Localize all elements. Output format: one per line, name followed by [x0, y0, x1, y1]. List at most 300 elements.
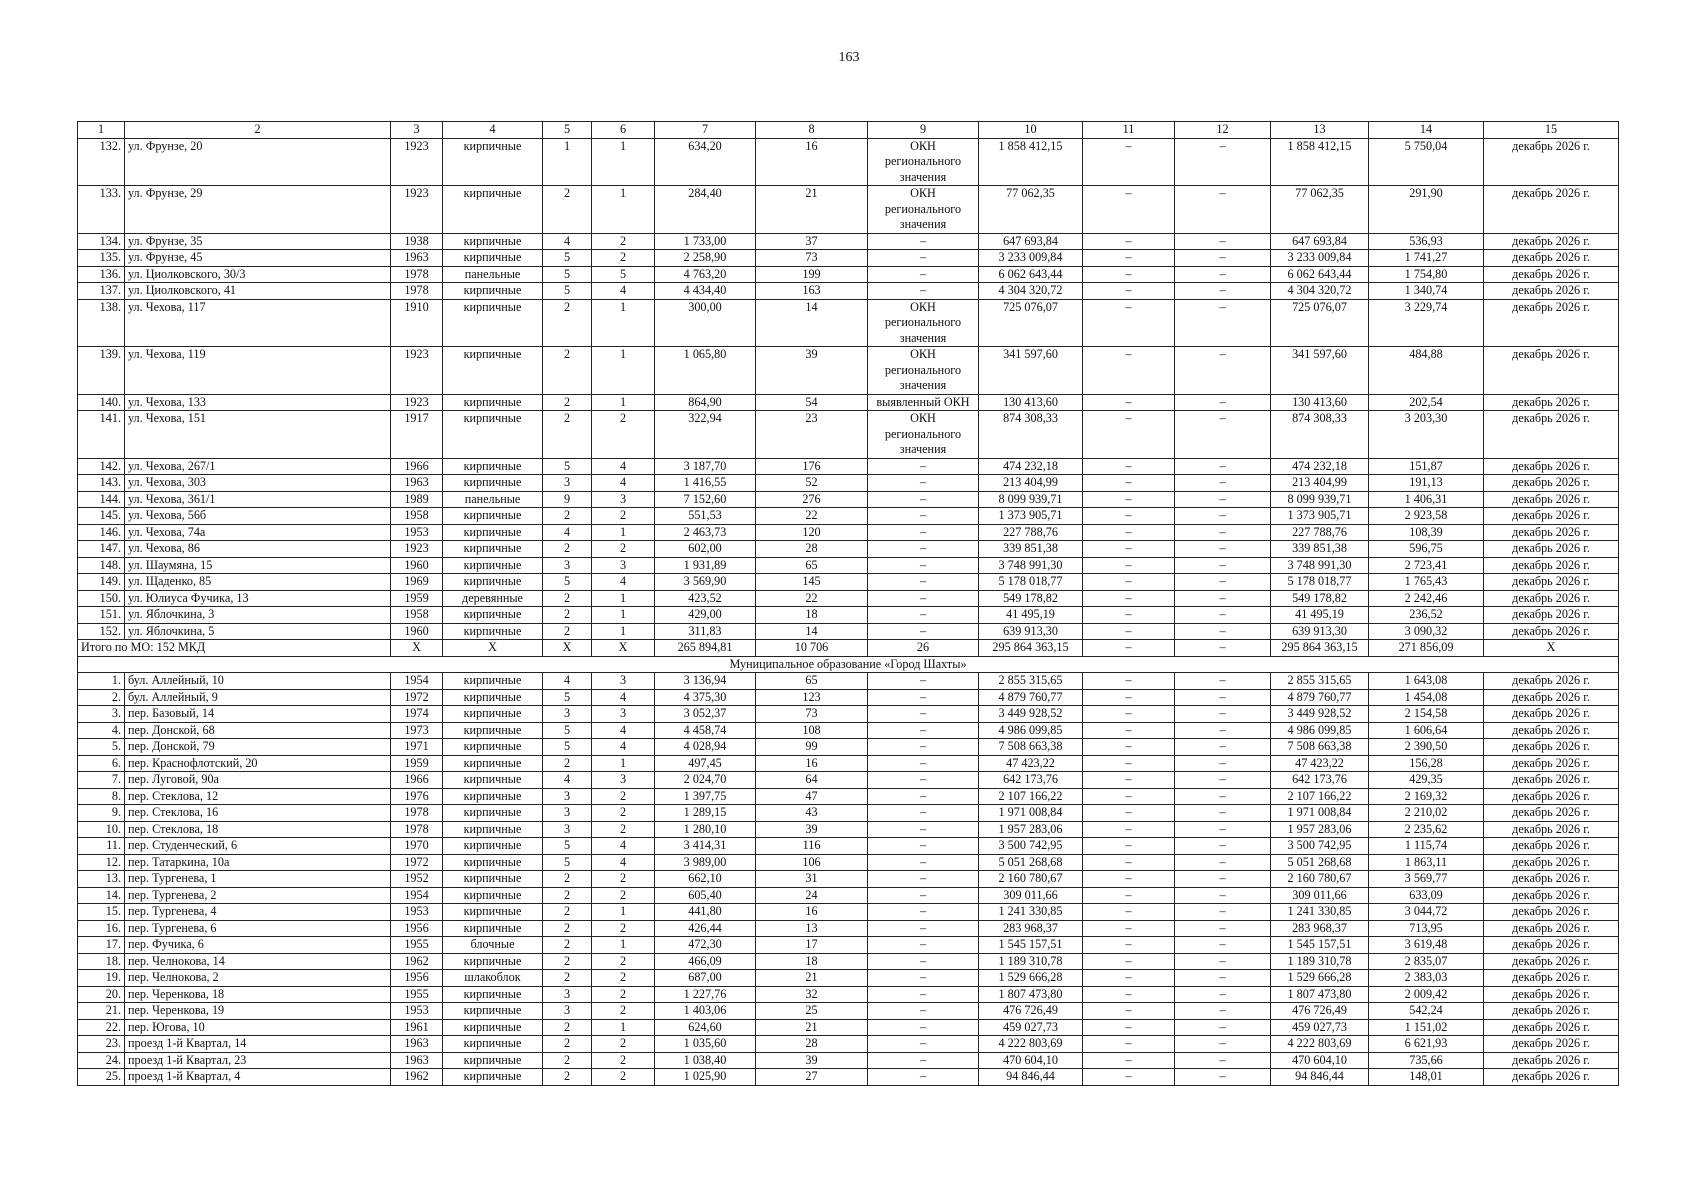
table-row: [78, 623, 1619, 640]
col-13: 130 413,60: [1271, 394, 1369, 411]
wall-material: кирпичные: [443, 1019, 543, 1036]
heritage-status: –: [868, 541, 979, 558]
col-13: 3 748 991,30: [1271, 557, 1369, 574]
heritage-status: –: [868, 508, 979, 525]
table-row: [78, 1052, 1619, 1069]
residents: 37: [756, 233, 868, 250]
residents: 116: [756, 838, 868, 855]
col-13: 1 545 157,51: [1271, 937, 1369, 954]
address: пер. Стеклова, 18: [125, 821, 391, 838]
col-12: –: [1175, 250, 1271, 267]
row-number: 143.: [78, 475, 125, 492]
residents: 24: [756, 887, 868, 904]
address: ул. Чехова, 303: [125, 475, 391, 492]
area: 426,44: [655, 920, 756, 937]
row-number: 9.: [78, 805, 125, 822]
col-13: 2 160 780,67: [1271, 871, 1369, 888]
cost-per-sqm: 2 210,02: [1369, 805, 1484, 822]
row-number: 16.: [78, 920, 125, 937]
heritage-status: –: [868, 1019, 979, 1036]
entrances: 4: [592, 689, 655, 706]
table-row: [78, 347, 1619, 395]
cost-per-sqm: 2 923,58: [1369, 508, 1484, 525]
area: 4 763,20: [655, 266, 756, 283]
total-cost: 5 178 018,77: [979, 574, 1083, 591]
column-number: 11: [1083, 122, 1175, 139]
floors: 2: [543, 1036, 592, 1053]
floors: 3: [543, 805, 592, 822]
col-12: –: [1175, 854, 1271, 871]
col-13: 1 529 666,28: [1271, 970, 1369, 987]
address: пер. Тургенева, 1: [125, 871, 391, 888]
row-number: 133.: [78, 186, 125, 234]
total-cost: 725 076,07: [979, 299, 1083, 347]
cost-per-sqm: 1 741,27: [1369, 250, 1484, 267]
col-11: –: [1083, 186, 1175, 234]
col-13: 3 449 928,52: [1271, 706, 1369, 723]
floors: 5: [543, 266, 592, 283]
wall-material: кирпичные: [443, 986, 543, 1003]
total-cost: 459 027,73: [979, 1019, 1083, 1036]
address: ул. Фрунзе, 45: [125, 250, 391, 267]
cost-per-sqm: 108,39: [1369, 524, 1484, 541]
total-value: –: [1175, 640, 1271, 657]
wall-material: кирпичные: [443, 250, 543, 267]
row-number: 144.: [78, 491, 125, 508]
area: 466,09: [655, 953, 756, 970]
floors: 5: [543, 458, 592, 475]
col-12: –: [1175, 623, 1271, 640]
area: 497,45: [655, 755, 756, 772]
floors: 4: [543, 772, 592, 789]
cost-per-sqm: 2 009,42: [1369, 986, 1484, 1003]
year: 1989: [391, 491, 443, 508]
floors: 4: [543, 233, 592, 250]
residents: 16: [756, 904, 868, 921]
entrances: 3: [592, 491, 655, 508]
col-12: –: [1175, 233, 1271, 250]
cost-per-sqm: 3 090,32: [1369, 623, 1484, 640]
col-13: 77 062,35: [1271, 186, 1369, 234]
total-cost: 1 858 412,15: [979, 138, 1083, 186]
address: пер. Черенкова, 18: [125, 986, 391, 1003]
entrances: 2: [592, 920, 655, 937]
heritage-status: –: [868, 920, 979, 937]
wall-material: кирпичные: [443, 722, 543, 739]
residents: 106: [756, 854, 868, 871]
address: пер. Тургенева, 6: [125, 920, 391, 937]
col-11: –: [1083, 283, 1175, 300]
col-11: –: [1083, 689, 1175, 706]
heritage-status: –: [868, 607, 979, 624]
year: 1923: [391, 394, 443, 411]
col-11: –: [1083, 673, 1175, 690]
row-number: 145.: [78, 508, 125, 525]
year: 1958: [391, 607, 443, 624]
row-number: 135.: [78, 250, 125, 267]
row-number: 6.: [78, 755, 125, 772]
col-12: –: [1175, 986, 1271, 1003]
col-13: 725 076,07: [1271, 299, 1369, 347]
col-11: –: [1083, 1003, 1175, 1020]
floors: 2: [543, 1069, 592, 1086]
table-row: [78, 986, 1619, 1003]
table-row: [78, 475, 1619, 492]
deadline: декабрь 2026 г.: [1484, 1052, 1619, 1069]
total-cost: 3 500 742,95: [979, 838, 1083, 855]
wall-material: деревянные: [443, 590, 543, 607]
address: ул. Циолковского, 41: [125, 283, 391, 300]
deadline: декабрь 2026 г.: [1484, 673, 1619, 690]
row-number: 137.: [78, 283, 125, 300]
total-cost: 3 748 991,30: [979, 557, 1083, 574]
col-13: 5 051 268,68: [1271, 854, 1369, 871]
heritage-status: –: [868, 1069, 979, 1086]
col-12: –: [1175, 871, 1271, 888]
floors: 2: [543, 411, 592, 459]
col-11: –: [1083, 233, 1175, 250]
residents: 108: [756, 722, 868, 739]
area: 1 397,75: [655, 788, 756, 805]
floors: 2: [543, 904, 592, 921]
area: 1 280,10: [655, 821, 756, 838]
col-12: –: [1175, 394, 1271, 411]
col-11: –: [1083, 970, 1175, 987]
col-12: –: [1175, 970, 1271, 987]
total-cost: 474 232,18: [979, 458, 1083, 475]
entrances: 4: [592, 475, 655, 492]
residents: 39: [756, 821, 868, 838]
floors: 5: [543, 689, 592, 706]
year: 1978: [391, 805, 443, 822]
total-value: 265 894,81: [655, 640, 756, 657]
floors: 5: [543, 250, 592, 267]
table-row: [78, 1036, 1619, 1053]
cost-per-sqm: 3 569,77: [1369, 871, 1484, 888]
total-row: [78, 640, 1619, 657]
table-row: [78, 706, 1619, 723]
col-13: 283 968,37: [1271, 920, 1369, 937]
row-number: 150.: [78, 590, 125, 607]
residents: 21: [756, 970, 868, 987]
total-cost: 1 971 008,84: [979, 805, 1083, 822]
deadline: декабрь 2026 г.: [1484, 574, 1619, 591]
col-12: –: [1175, 557, 1271, 574]
area: 3 414,31: [655, 838, 756, 855]
entrances: 1: [592, 904, 655, 921]
entrances: 2: [592, 970, 655, 987]
cost-per-sqm: 236,52: [1369, 607, 1484, 624]
total-cost: 476 726,49: [979, 1003, 1083, 1020]
col-13: 213 404,99: [1271, 475, 1369, 492]
row-number: 149.: [78, 574, 125, 591]
total-cost: 4 304 320,72: [979, 283, 1083, 300]
deadline: декабрь 2026 г.: [1484, 394, 1619, 411]
entrances: 2: [592, 953, 655, 970]
col-12: –: [1175, 508, 1271, 525]
column-numbers-row: [78, 122, 1619, 139]
row-number: 19.: [78, 970, 125, 987]
total-cost: 1 529 666,28: [979, 970, 1083, 987]
col-11: –: [1083, 739, 1175, 756]
deadline: декабрь 2026 г.: [1484, 788, 1619, 805]
heritage-status: –: [868, 283, 979, 300]
col-13: 309 011,66: [1271, 887, 1369, 904]
row-number: 25.: [78, 1069, 125, 1086]
address: ул. Чехова, 361/1: [125, 491, 391, 508]
area: 4 458,74: [655, 722, 756, 739]
area: 1 403,06: [655, 1003, 756, 1020]
table-row: [78, 590, 1619, 607]
floors: 2: [543, 1019, 592, 1036]
residents: 73: [756, 250, 868, 267]
area: 429,00: [655, 607, 756, 624]
cost-per-sqm: 291,90: [1369, 186, 1484, 234]
entrances: 2: [592, 411, 655, 459]
col-11: –: [1083, 475, 1175, 492]
table-row: [78, 854, 1619, 871]
col-12: –: [1175, 1019, 1271, 1036]
table-row: [78, 722, 1619, 739]
column-number: 3: [391, 122, 443, 139]
table-row: [78, 411, 1619, 459]
entrances: 4: [592, 283, 655, 300]
col-12: –: [1175, 937, 1271, 954]
floors: 2: [543, 508, 592, 525]
wall-material: кирпичные: [443, 788, 543, 805]
heritage-status: –: [868, 574, 979, 591]
row-number: 147.: [78, 541, 125, 558]
section-title: Муниципальное образование «Город Шахты»: [78, 656, 1619, 673]
col-11: –: [1083, 953, 1175, 970]
heritage-status: –: [868, 458, 979, 475]
address: пер. Базовый, 14: [125, 706, 391, 723]
col-13: 1 241 330,85: [1271, 904, 1369, 921]
col-13: 2 855 315,65: [1271, 673, 1369, 690]
residents: 22: [756, 508, 868, 525]
cost-per-sqm: 1 863,11: [1369, 854, 1484, 871]
area: 4 434,40: [655, 283, 756, 300]
col-13: 476 726,49: [1271, 1003, 1369, 1020]
total-cost: 1 241 330,85: [979, 904, 1083, 921]
address: пер. Студенческий, 6: [125, 838, 391, 855]
floors: 2: [543, 590, 592, 607]
deadline: декабрь 2026 г.: [1484, 722, 1619, 739]
table-row: [78, 755, 1619, 772]
col-11: –: [1083, 574, 1175, 591]
address: пер. Стеклова, 16: [125, 805, 391, 822]
col-13: 1 971 008,84: [1271, 805, 1369, 822]
col-12: –: [1175, 838, 1271, 855]
heritage-status: ОКН регионального значения: [868, 347, 979, 395]
wall-material: кирпичные: [443, 1069, 543, 1086]
floors: 2: [543, 607, 592, 624]
wall-material: кирпичные: [443, 458, 543, 475]
residents: 21: [756, 1019, 868, 1036]
floors: 3: [543, 788, 592, 805]
cost-per-sqm: 3 203,30: [1369, 411, 1484, 459]
heritage-status: –: [868, 1003, 979, 1020]
table-row: [78, 524, 1619, 541]
row-number: 17.: [78, 937, 125, 954]
address: бул. Аллейный, 9: [125, 689, 391, 706]
total-cost: 227 788,76: [979, 524, 1083, 541]
column-number: 9: [868, 122, 979, 139]
heritage-status: –: [868, 491, 979, 508]
row-number: 3.: [78, 706, 125, 723]
cost-per-sqm: 1 340,74: [1369, 283, 1484, 300]
table-row: [78, 283, 1619, 300]
cost-per-sqm: 1 765,43: [1369, 574, 1484, 591]
cost-per-sqm: 156,28: [1369, 755, 1484, 772]
col-11: –: [1083, 266, 1175, 283]
deadline: декабрь 2026 г.: [1484, 607, 1619, 624]
total-cost: 47 423,22: [979, 755, 1083, 772]
total-value: X: [543, 640, 592, 657]
entrances: 2: [592, 871, 655, 888]
wall-material: кирпичные: [443, 1036, 543, 1053]
year: 1952: [391, 871, 443, 888]
total-cost: 130 413,60: [979, 394, 1083, 411]
cost-per-sqm: 2 390,50: [1369, 739, 1484, 756]
col-12: –: [1175, 411, 1271, 459]
column-number: 14: [1369, 122, 1484, 139]
heritage-status: –: [868, 739, 979, 756]
col-13: 1 957 283,06: [1271, 821, 1369, 838]
address: ул. Фрунзе, 29: [125, 186, 391, 234]
residents: 16: [756, 755, 868, 772]
deadline: декабрь 2026 г.: [1484, 138, 1619, 186]
col-11: –: [1083, 788, 1175, 805]
table-row: [78, 607, 1619, 624]
col-13: 5 178 018,77: [1271, 574, 1369, 591]
heritage-status: –: [868, 887, 979, 904]
col-12: –: [1175, 722, 1271, 739]
column-number: 12: [1175, 122, 1271, 139]
cost-per-sqm: 6 621,93: [1369, 1036, 1484, 1053]
entrances: 4: [592, 739, 655, 756]
entrances: 2: [592, 821, 655, 838]
row-number: 140.: [78, 394, 125, 411]
area: 4 028,94: [655, 739, 756, 756]
area: 472,30: [655, 937, 756, 954]
address: пер. Югова, 10: [125, 1019, 391, 1036]
wall-material: кирпичные: [443, 772, 543, 789]
entrances: 3: [592, 706, 655, 723]
deadline: декабрь 2026 г.: [1484, 1069, 1619, 1086]
address: ул. Фрунзе, 35: [125, 233, 391, 250]
col-11: –: [1083, 706, 1175, 723]
residents: 65: [756, 557, 868, 574]
table-row: [78, 871, 1619, 888]
wall-material: кирпичные: [443, 233, 543, 250]
address: проезд 1-й Квартал, 14: [125, 1036, 391, 1053]
address: ул. Яблочкина, 3: [125, 607, 391, 624]
wall-material: кирпичные: [443, 805, 543, 822]
deadline: декабрь 2026 г.: [1484, 590, 1619, 607]
area: 1 227,76: [655, 986, 756, 1003]
address: пер. Татаркина, 10а: [125, 854, 391, 871]
col-11: –: [1083, 524, 1175, 541]
col-11: –: [1083, 805, 1175, 822]
cost-per-sqm: 1 454,08: [1369, 689, 1484, 706]
area: 311,83: [655, 623, 756, 640]
deadline: декабрь 2026 г.: [1484, 1003, 1619, 1020]
deadline: декабрь 2026 г.: [1484, 706, 1619, 723]
column-number: 10: [979, 122, 1083, 139]
col-11: –: [1083, 458, 1175, 475]
wall-material: кирпичные: [443, 871, 543, 888]
cost-per-sqm: 1 754,80: [1369, 266, 1484, 283]
floors: 5: [543, 838, 592, 855]
residents: 64: [756, 772, 868, 789]
col-11: –: [1083, 1019, 1175, 1036]
deadline: декабрь 2026 г.: [1484, 541, 1619, 558]
deadline: декабрь 2026 г.: [1484, 524, 1619, 541]
row-number: 24.: [78, 1052, 125, 1069]
year: 1963: [391, 475, 443, 492]
area: 1 416,55: [655, 475, 756, 492]
year: 1966: [391, 458, 443, 475]
col-12: –: [1175, 283, 1271, 300]
area: 284,40: [655, 186, 756, 234]
col-11: –: [1083, 920, 1175, 937]
address: ул. Чехова, 117: [125, 299, 391, 347]
row-number: 148.: [78, 557, 125, 574]
residents: 39: [756, 1052, 868, 1069]
col-13: 227 788,76: [1271, 524, 1369, 541]
year: 1954: [391, 887, 443, 904]
floors: 2: [543, 186, 592, 234]
area: 7 152,60: [655, 491, 756, 508]
col-11: –: [1083, 508, 1175, 525]
residents: 276: [756, 491, 868, 508]
residents: 54: [756, 394, 868, 411]
wall-material: кирпичные: [443, 347, 543, 395]
col-11: –: [1083, 937, 1175, 954]
residents: 31: [756, 871, 868, 888]
wall-material: кирпичные: [443, 821, 543, 838]
table-row: [78, 920, 1619, 937]
address: пер. Челнокова, 2: [125, 970, 391, 987]
col-12: –: [1175, 788, 1271, 805]
total-value: X: [1484, 640, 1619, 657]
floors: 3: [543, 475, 592, 492]
section-row: [78, 656, 1619, 673]
col-11: –: [1083, 904, 1175, 921]
col-12: –: [1175, 805, 1271, 822]
column-number: 7: [655, 122, 756, 139]
col-11: –: [1083, 623, 1175, 640]
wall-material: кирпичные: [443, 953, 543, 970]
total-cost: 2 160 780,67: [979, 871, 1083, 888]
cost-per-sqm: 1 115,74: [1369, 838, 1484, 855]
col-11: –: [1083, 411, 1175, 459]
entrances: 1: [592, 755, 655, 772]
col-12: –: [1175, 491, 1271, 508]
heritage-status: –: [868, 250, 979, 267]
table-row: [78, 689, 1619, 706]
total-cost: 1 545 157,51: [979, 937, 1083, 954]
table-row: [78, 739, 1619, 756]
col-12: –: [1175, 706, 1271, 723]
heritage-status: –: [868, 706, 979, 723]
year: 1954: [391, 673, 443, 690]
wall-material: кирпичные: [443, 138, 543, 186]
address: ул. Фрунзе, 20: [125, 138, 391, 186]
residents: 199: [756, 266, 868, 283]
address: ул. Яблочкина, 5: [125, 623, 391, 640]
